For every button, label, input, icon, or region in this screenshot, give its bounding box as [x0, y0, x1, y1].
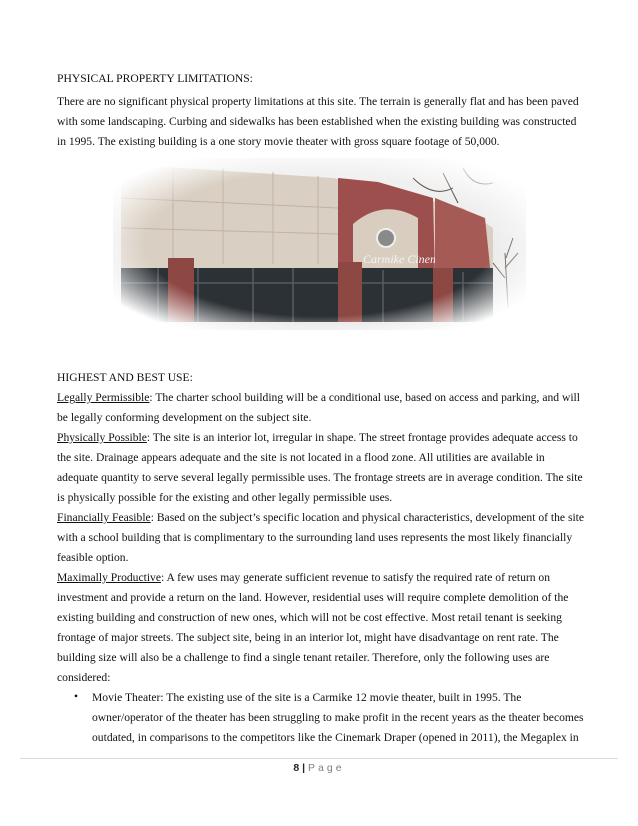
paragraph-line: with a school building that is complimentary to the surrounding land uses represents the most likely financially	[57, 531, 573, 544]
paragraph-line: is physically possible for the existing and other legally permissible uses.	[57, 491, 393, 504]
maximally-productive-label: Maximally Productive	[57, 571, 162, 584]
financially-feasible-line	[57, 511, 584, 525]
page-footer	[0, 762, 638, 774]
financially-feasible-text: : Based on the subject’s specific location and physical characteristics, development of the site	[150, 511, 585, 524]
maximally-productive-line	[57, 571, 550, 585]
bullet-item-line: owner/operator of the theater has been struggling to make profit in the recent years as the theater becomes	[92, 711, 584, 724]
paragraph-line: considered:	[57, 671, 111, 684]
physically-possible-text: : The site is an interior lot, irregular in shape. The street frontage provides adequate access to	[146, 431, 578, 444]
physically-possible-label: Physically Possible	[57, 431, 147, 444]
paragraph-line: in 1995. The existing building is a one story movie theater with gross square footage of 50,000.	[57, 135, 500, 148]
paragraph-line: adequate quantity to serve several legally permissible uses. The frontage streets are in average condition. The site	[57, 471, 583, 484]
section-heading-physical-limitations: PHYSICAL PROPERTY LIMITATIONS:	[57, 72, 253, 85]
paragraph-line: be legally conforming development on the subject site.	[57, 411, 312, 424]
paragraph-line: the site. Drainage appears adequate and the site is not located in a flood zone. All utilities are available in	[57, 451, 545, 464]
paragraph-line: existing building and construction of new ones, which will not be cost effective. Most retail tenant is seeking	[57, 611, 562, 624]
page-number: 8	[293, 762, 300, 774]
legally-permissible-label: Legally Permissible	[57, 391, 150, 404]
paragraph-line: investment and provide a return on the land. However, residential uses will require complete demolition of the	[57, 591, 569, 604]
bullet-item-line: Movie Theater: The existing use of the site is a Carmike 12 movie theater, built in 1995. The	[92, 691, 522, 704]
paragraph-line: frontage of major streets. The subject site, being in an interior lot, might have disadvantage on rent rate. The	[57, 631, 559, 644]
footer-separator: |	[302, 762, 306, 774]
paragraph-line: with some landscaping. Curbing and sidewalks has been established when the existing building was constructed	[57, 115, 577, 128]
page-word: Page	[308, 762, 345, 774]
legally-permissible-line	[57, 391, 580, 405]
paragraph-line: There are no significant physical property limitations at this site. The terrain is generally flat and has been paved	[57, 95, 579, 108]
section-heading-highest-best-use: HIGHEST AND BEST USE:	[57, 371, 193, 384]
bullet-item-line: outdated, in comparisons to the competitors like the Cinemark Draper (opened in 2011), the Megaplex in	[92, 731, 579, 744]
physically-possible-line	[57, 431, 578, 445]
legally-permissible-text: : The charter school building will be a conditional use, based on access and parking, and will	[149, 391, 580, 404]
maximally-productive-text: : A few uses may generate sufficient revenue to satisfy the required rate of return on	[161, 571, 551, 584]
paragraph-line: building size will also be a challenge to find a single tenant retailer. Therefore, only the following uses are	[57, 651, 550, 664]
paragraph-line: feasible option.	[57, 551, 129, 564]
footer-divider	[20, 758, 618, 759]
bullet-icon: •	[74, 690, 79, 703]
theater-building-photo	[113, 158, 526, 330]
financially-feasible-label: Financially Feasible	[57, 511, 151, 524]
